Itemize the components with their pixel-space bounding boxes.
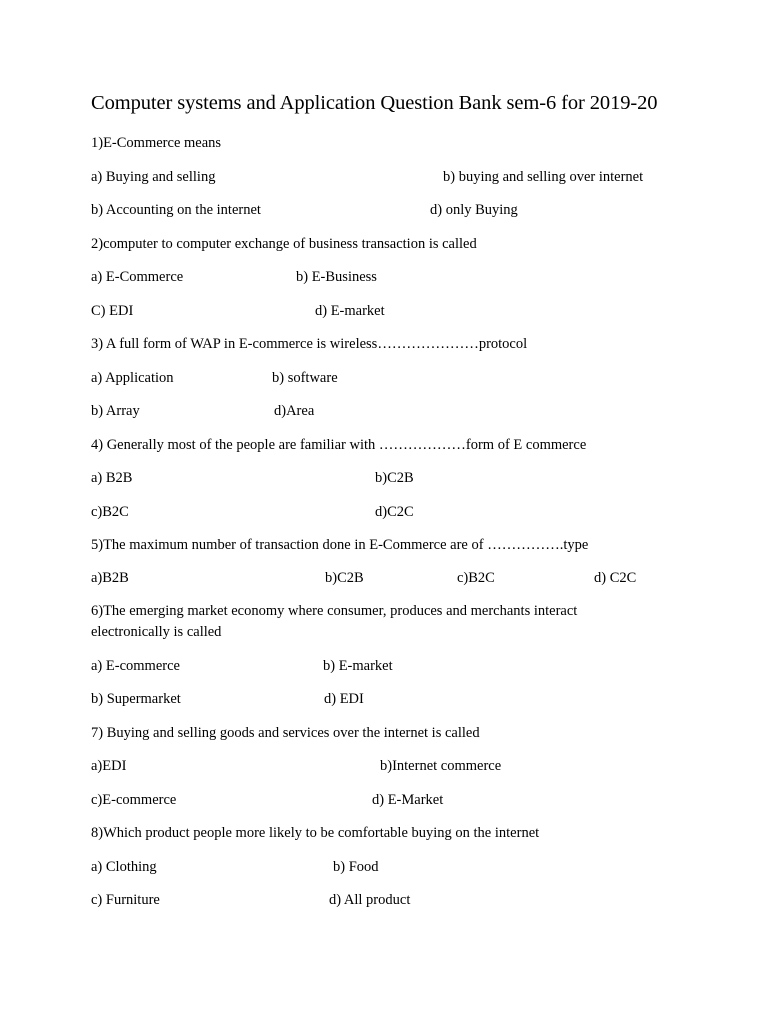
- question-8-option-1: a) Clothing: [91, 859, 157, 875]
- question-5-option-2: b)C2B: [325, 570, 364, 586]
- question-3: 3) A full form of WAP in E-commerce is wireless…………………protocol: [91, 336, 528, 352]
- question-2-option-2: b) E-Business: [296, 269, 377, 285]
- question-6-option-4: d) EDI: [324, 691, 364, 707]
- question-7: 7) Buying and selling goods and services over the internet is called: [91, 725, 480, 741]
- question-4-option-2: b)C2B: [375, 470, 414, 486]
- question-8-option-2: b) Food: [333, 859, 379, 875]
- question-1: 1)E-Commerce means: [91, 135, 222, 151]
- question-1-option-1: a) Buying and selling: [91, 169, 216, 185]
- question-1-option-4: d) only Buying: [430, 202, 518, 218]
- question-4-option-3: c)B2C: [91, 504, 129, 520]
- question-2-option-1: a) E-Commerce: [91, 269, 184, 285]
- question-5-option-4: d) C2C: [594, 570, 637, 586]
- question-4: 4) Generally most of the people are familiar with ………………form of E commerce: [91, 437, 587, 453]
- question-5-option-1: a)B2B: [91, 570, 129, 586]
- question-4-option-1: a) B2B: [91, 470, 133, 486]
- question-6-option-2: b) E-market: [323, 658, 393, 674]
- question-1-option-3: b) Accounting on the internet: [91, 202, 261, 218]
- question-5: 5)The maximum number of transaction done in E-Commerce are of …………….type: [91, 537, 589, 553]
- question-8: 8)Which product people more likely to be comfortable buying on the internet: [91, 825, 540, 841]
- question-3-option-2: b) software: [272, 370, 338, 386]
- question-8-option-3: c) Furniture: [91, 892, 160, 908]
- page-title: Computer systems and Application Question Bank sem-6 for 2019-20: [91, 92, 658, 114]
- question-4-option-4: d)C2C: [375, 504, 414, 520]
- question-7-option-1: a)EDI: [91, 758, 127, 774]
- question-5-option-3: c)B2C: [457, 570, 495, 586]
- question-1-option-2: b) buying and selling over internet: [443, 169, 644, 185]
- question-7-option-2: b)Internet commerce: [380, 758, 502, 774]
- question-2-option-4: d) E-market: [315, 303, 385, 319]
- question-7-option-4: d) E-Market: [372, 792, 444, 808]
- question-8-option-4: d) All product: [329, 892, 411, 908]
- question-6-option-1: a) E-commerce: [91, 658, 180, 674]
- question-3-option-3: b) Array: [91, 403, 140, 419]
- question-6-line-2: electronically is called: [91, 624, 222, 640]
- question-2-option-3: C) EDI: [91, 303, 134, 319]
- question-3-option-4: d)Area: [274, 403, 315, 419]
- question-2: 2)computer to computer exchange of business transaction is called: [91, 236, 477, 252]
- question-6-option-3: b) Supermarket: [91, 691, 181, 707]
- question-3-option-1: a) Application: [91, 370, 174, 386]
- question-6-line-1: 6)The emerging market economy where consumer, produces and merchants interact: [91, 603, 578, 619]
- question-7-option-3: c)E-commerce: [91, 792, 177, 808]
